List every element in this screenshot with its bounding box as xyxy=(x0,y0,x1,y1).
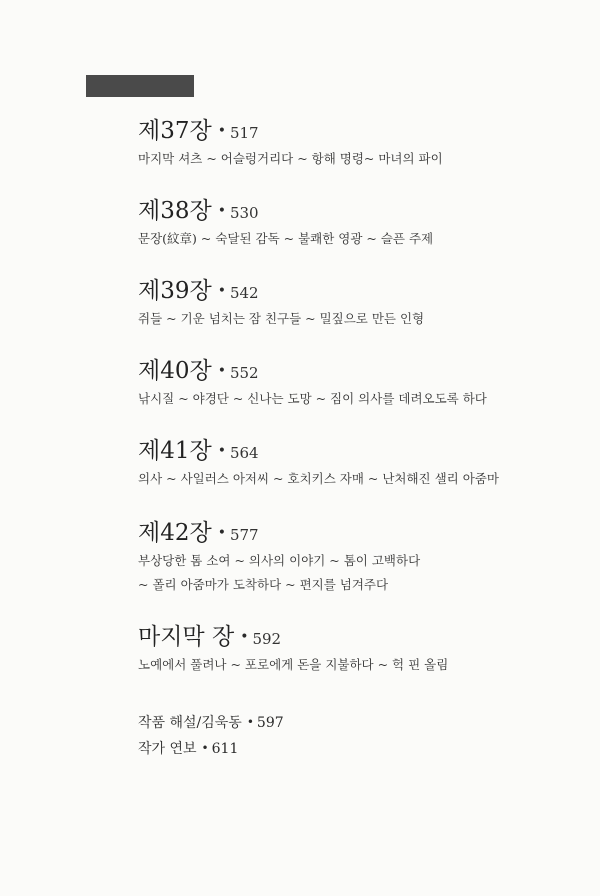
chapter-38[interactable] xyxy=(138,200,433,251)
chapter-subtitle: 노예에서 풀려나 ~ 포로에게 돈을 지불하다 ~ 헉 핀 올림 xyxy=(138,657,449,672)
chapter-page-number: 552 xyxy=(229,364,259,382)
bullet: • xyxy=(217,283,226,299)
bullet: • xyxy=(217,363,226,379)
bullet: • xyxy=(201,741,209,755)
chapter-title: 마지막 장 xyxy=(138,624,235,650)
bullet: • xyxy=(217,443,226,459)
chapter-title: 제41장 xyxy=(138,438,212,464)
bullet: • xyxy=(240,629,249,645)
chapter-title: 제39장 xyxy=(138,278,212,304)
chapter-41[interactable] xyxy=(138,440,499,491)
back-matter-commentary[interactable] xyxy=(138,712,284,732)
chapter-title: 제38장 xyxy=(138,198,212,224)
chapter-title: 제42장 xyxy=(138,520,212,546)
chapter-page-number: 577 xyxy=(229,526,259,544)
back-matter-page: 611 xyxy=(211,741,239,757)
chapter-final[interactable] xyxy=(138,626,448,677)
chapter-title: 제40장 xyxy=(138,358,212,384)
bullet: • xyxy=(217,123,226,139)
chapter-subtitle: 마지막 셔츠 ~ 어슬렁거리다 ~ 항해 명령~ 마녀의 파이 xyxy=(138,151,443,166)
chapter-subtitle: 문장(紋章) ~ 숙달된 감독 ~ 불쾌한 영광 ~ 슬픈 주제 xyxy=(138,231,434,246)
chapter-page-number: 592 xyxy=(252,630,282,648)
bullet: • xyxy=(217,525,226,541)
chapter-subtitle-line-2: ~ 폴리 아줌마가 도착하다 ~ 편지를 넘겨주다 xyxy=(138,577,389,592)
bullet: • xyxy=(217,203,226,219)
back-matter-chronology[interactable] xyxy=(138,738,238,758)
chapter-title: 제37장 xyxy=(138,118,212,144)
chapter-subtitle: 의사 ~ 사일러스 아저씨 ~ 호치키스 자매 ~ 난처해진 샐리 아줌마 xyxy=(138,471,499,486)
back-matter-page: 597 xyxy=(256,715,284,731)
header-bar xyxy=(86,75,194,97)
chapter-subtitle: 쥐들 ~ 기운 넘치는 잠 친구들 ~ 밀짚으로 만든 인형 xyxy=(138,311,425,326)
chapter-page-number: 542 xyxy=(229,284,259,302)
chapter-page-number: 530 xyxy=(229,204,259,222)
chapter-39[interactable] xyxy=(138,280,424,331)
chapter-page-number: 517 xyxy=(229,124,259,142)
back-matter-title: 작품 해설/김욱동 xyxy=(138,715,242,731)
bullet: • xyxy=(246,715,254,729)
back-matter-title: 작가 연보 xyxy=(138,741,197,757)
chapter-subtitle-line-1: 부상당한 톰 소여 ~ 의사의 이야기 ~ 톰이 고백하다 xyxy=(138,553,421,568)
chapter-42[interactable] xyxy=(138,522,420,597)
chapter-page-number: 564 xyxy=(229,444,259,462)
chapter-37[interactable] xyxy=(138,120,443,171)
chapter-subtitle: 낚시질 ~ 야경단 ~ 신나는 도망 ~ 짐이 의사를 데려오도록 하다 xyxy=(138,391,487,406)
chapter-40[interactable] xyxy=(138,360,487,411)
